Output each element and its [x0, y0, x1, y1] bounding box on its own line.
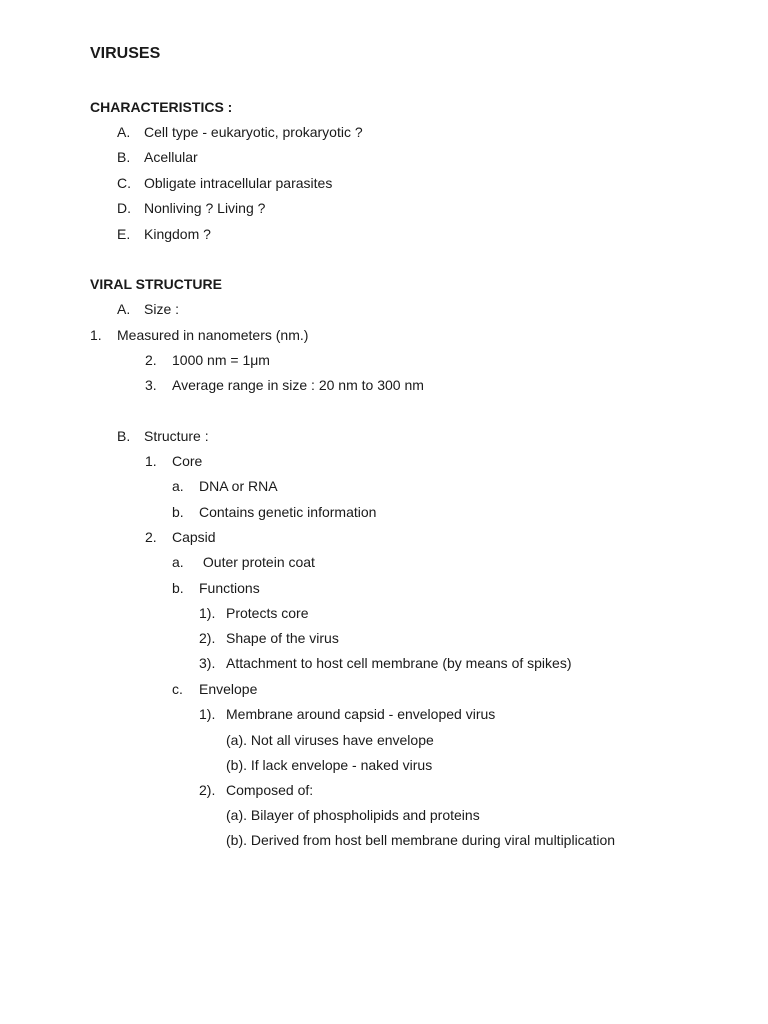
- structure-label: Structure :: [144, 428, 209, 444]
- list-item-marker: D.: [117, 200, 131, 216]
- core-item-marker: b.: [172, 504, 184, 520]
- size-item-marker: 3.: [145, 377, 157, 393]
- envelope-subitem: (a). Not all viruses have envelope: [226, 732, 434, 748]
- list-item-marker: C.: [117, 175, 131, 191]
- list-item-text: Kingdom ?: [144, 226, 211, 242]
- size-label: Size :: [144, 301, 180, 317]
- functions-marker: b.: [172, 580, 184, 596]
- envelope-item-marker: 1).: [199, 706, 216, 722]
- core-item-marker: a.: [172, 478, 184, 494]
- core-marker: 1.: [145, 453, 157, 469]
- list-item-marker: B.: [117, 149, 131, 165]
- viral-structure-heading: VIRAL STRUCTURE: [90, 276, 222, 292]
- envelope-subitem: (a). Bilayer of phospholipids and proteins: [226, 807, 480, 823]
- function-item-marker: 2).: [199, 630, 216, 646]
- functions-label: Functions: [199, 580, 260, 596]
- envelope-marker: c.: [172, 681, 183, 697]
- structure-marker: B.: [117, 428, 131, 444]
- function-item-text: Attachment to host cell membrane (by means of spikes): [226, 655, 572, 671]
- envelope-item-marker: 2).: [199, 782, 216, 798]
- core-label: Core: [172, 453, 203, 469]
- core-item-text: DNA or RNA: [199, 478, 278, 494]
- capsid-coat-marker: a.: [172, 554, 184, 570]
- characteristics-heading: CHARACTERISTICS :: [90, 99, 233, 115]
- list-item-text: Cell type - eukaryotic, prokaryotic ?: [144, 124, 363, 140]
- size-item-marker: 2.: [145, 352, 157, 368]
- function-item-text: Protects core: [226, 605, 309, 621]
- envelope-subitem: (b). If lack envelope - naked virus: [226, 757, 433, 773]
- capsid-marker: 2.: [145, 529, 157, 545]
- size-item-text: 1000 nm = 1μm: [172, 352, 270, 368]
- document-title: VIRUSES: [90, 45, 161, 62]
- size-marker: A.: [117, 301, 131, 317]
- envelope-item-text: Composed of:: [226, 782, 314, 798]
- envelope-item-text: Membrane around capsid - enveloped virus: [226, 706, 496, 722]
- size-item-marker: 1.: [90, 327, 102, 343]
- list-item-marker: E.: [117, 226, 131, 242]
- envelope-label: Envelope: [199, 681, 258, 697]
- envelope-subitem: (b). Derived from host bell membrane during viral multiplication: [226, 832, 616, 848]
- list-item-text: Acellular: [144, 149, 198, 165]
- list-item-text: Obligate intracellular parasites: [144, 175, 333, 191]
- list-item-text: Nonliving ? Living ?: [144, 200, 266, 216]
- size-item-text: Measured in nanometers (nm.): [117, 327, 309, 343]
- function-item-marker: 3).: [199, 655, 216, 671]
- list-item-marker: A.: [117, 124, 131, 140]
- size-item-text: Average range in size : 20 nm to 300 nm: [172, 377, 424, 393]
- capsid-label: Capsid: [172, 529, 216, 545]
- function-item-marker: 1).: [199, 605, 216, 621]
- capsid-coat-text: Outer protein coat: [199, 554, 315, 570]
- function-item-text: Shape of the virus: [226, 630, 339, 646]
- core-item-text: Contains genetic information: [199, 504, 377, 520]
